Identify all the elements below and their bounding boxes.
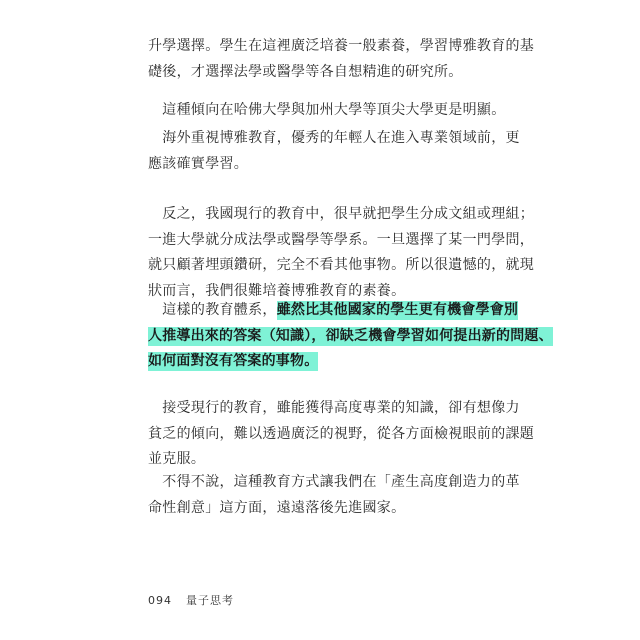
paragraph-4: [148, 202, 535, 304]
page-number: 094: [148, 594, 172, 607]
text-line: 升學選擇。學生在這裡廣泛培養一般素養，學習博雅教育的基: [148, 38, 535, 54]
book-title: 量子思考: [186, 594, 234, 607]
text-line: 貧乏的傾向，難以透過廣泛的視野，從各方面檢視眼前的課題: [148, 425, 535, 442]
paragraph-3: [148, 126, 520, 177]
text-line: 接受現行的教育，雖能獲得高度專業的知識，卻有想像力: [148, 400, 520, 416]
paragraph-2: [148, 98, 506, 124]
text-line: 不得不說，這種教育方式讓我們在「產生高度創造力的革: [148, 474, 520, 490]
text-line: [148, 324, 553, 350]
page-footer: [148, 592, 234, 608]
paragraph-6: [148, 396, 535, 473]
highlighted-text: 雖然比其他國家的學生更有機會學會別: [276, 302, 519, 318]
paragraph-5-highlighted: [148, 298, 553, 375]
paragraph-7: [148, 470, 520, 521]
text-line: 這種傾向在哈佛大學與加州大學等頂尖大學更是明顯。: [148, 102, 506, 118]
text-line: [148, 349, 498, 375]
text-line: 一進大學就分成法學或醫學等學系。一旦選擇了某一門學問，: [148, 231, 535, 248]
text-line: 就只顧著埋頭鑽研，完全不看其他事物。所以很遺憾的，就現: [148, 257, 535, 273]
highlighted-text: 人推導出來的答案（知識），卻缺乏機會學習如何提出新的問題、: [148, 327, 553, 344]
text-line: 應該確實學習。: [148, 155, 249, 172]
text-line: 狀而言，我們很難培養博雅教育的素養。: [148, 282, 406, 299]
text-line: [148, 298, 519, 324]
text-line: 命性創意」這方面，遠遠落後先進國家。: [148, 499, 406, 516]
text-line: 礎後，才選擇法學或醫學等各自想精進的研究所。: [148, 63, 463, 80]
lead-text: 這樣的教育體系，: [148, 302, 277, 318]
text-line: 並克服。: [148, 451, 206, 467]
text-line: 反之，我國現行的教育中，很早就把學生分成文組或理組；: [148, 206, 535, 222]
highlighted-text: 如何面對沒有答案的事物。: [148, 353, 319, 369]
text-line: 海外重視博雅教育，優秀的年輕人在進入專業領域前，更: [148, 130, 520, 146]
paragraph-1: [148, 34, 535, 85]
